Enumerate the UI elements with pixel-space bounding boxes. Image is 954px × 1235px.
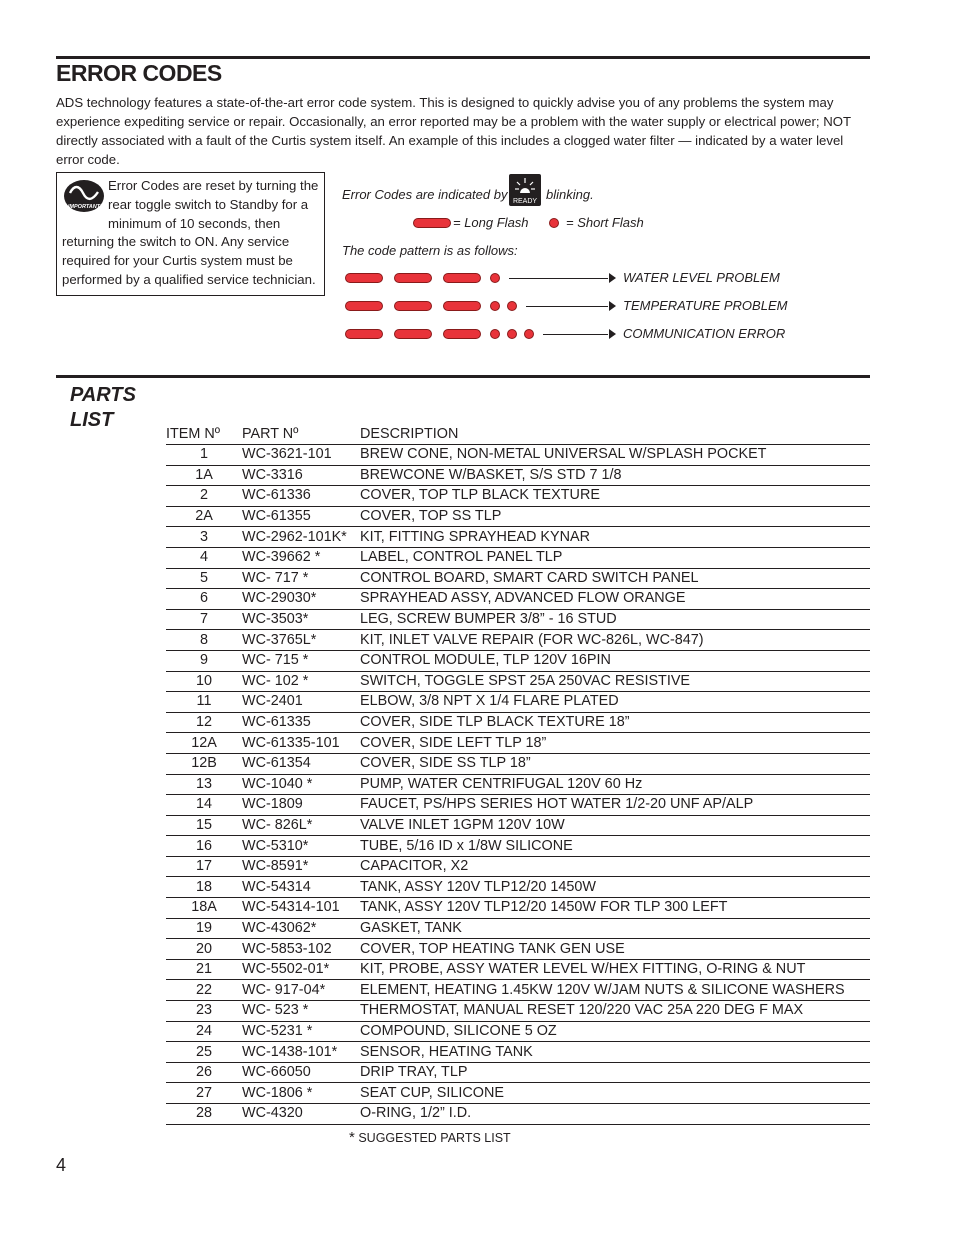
- cell-item-no: 6: [166, 589, 242, 610]
- cell-part-no: WC-2401: [242, 692, 360, 713]
- cell-description: TANK, ASSY 120V TLP12/20 1450W FOR TLP 300 LEFT: [360, 898, 870, 919]
- important-icon-label: IMPORTANT: [67, 204, 101, 210]
- cell-description: DRIP TRAY, TLP: [360, 1062, 870, 1083]
- cell-part-no: WC-61354: [242, 753, 360, 774]
- cell-part-no: WC- 917-04*: [242, 980, 360, 1001]
- error-code-label: TEMPERATURE PROBLEM: [623, 298, 788, 313]
- cell-part-no: WC-1040 *: [242, 774, 360, 795]
- long-flash-mark: [394, 273, 432, 283]
- cell-description: COVER, TOP SS TLP: [360, 506, 870, 527]
- parts-title-line2: LIST: [70, 409, 114, 431]
- table-row: [166, 1062, 870, 1083]
- cell-description: TUBE, 5/16 ID x 1/8W SILICONE: [360, 836, 870, 857]
- cell-item-no: 13: [166, 774, 242, 795]
- cell-part-no: WC-61355: [242, 506, 360, 527]
- cell-description: COVER, TOP TLP BLACK TEXTURE: [360, 486, 870, 507]
- legend-short-flash: [549, 218, 559, 228]
- cell-item-no: 1A: [166, 465, 242, 486]
- cell-description: COMPOUND, SILICONE 5 OZ: [360, 1021, 870, 1042]
- cell-description: SWITCH, TOGGLE SPST 25A 250VAC RESISTIVE: [360, 671, 870, 692]
- cell-item-no: 7: [166, 609, 242, 630]
- error-code-label: WATER LEVEL PROBLEM: [623, 270, 780, 285]
- cell-item-no: 1: [166, 445, 242, 466]
- parts-rule: [56, 375, 870, 378]
- cell-part-no: WC-3503*: [242, 609, 360, 630]
- table-row: [166, 918, 870, 939]
- table-row: [166, 836, 870, 857]
- cell-part-no: WC-1438-101*: [242, 1042, 360, 1063]
- cell-description: BREW CONE, NON-METAL UNIVERSAL W/SPLASH POCKET: [360, 445, 870, 466]
- table-row: [166, 527, 870, 548]
- parts-table-header: [166, 423, 870, 445]
- cell-part-no: WC-2962-101K*: [242, 527, 360, 548]
- cell-part-no: WC-4320: [242, 1104, 360, 1125]
- cell-item-no: 24: [166, 1021, 242, 1042]
- table-row: [166, 1104, 870, 1125]
- long-flash-mark: [443, 273, 481, 283]
- cell-item-no: 19: [166, 918, 242, 939]
- table-row: [166, 959, 870, 980]
- cell-item-no: 22: [166, 980, 242, 1001]
- cell-description: COVER, TOP HEATING TANK GEN USE: [360, 939, 870, 960]
- cell-part-no: WC- 102 *: [242, 671, 360, 692]
- legend-short-flash-label: = Short Flash: [566, 215, 644, 230]
- cell-part-no: WC-61336: [242, 486, 360, 507]
- arrow-line: [543, 334, 608, 335]
- table-row: [166, 630, 870, 651]
- long-flash-mark: [443, 329, 481, 339]
- cell-description: COVER, SIDE TLP BLACK TEXTURE 18”: [360, 712, 870, 733]
- short-flash-mark: [524, 329, 534, 339]
- cell-item-no: 20: [166, 939, 242, 960]
- table-row: [166, 712, 870, 733]
- cell-item-no: 15: [166, 815, 242, 836]
- table-row: [166, 795, 870, 816]
- table-row: [166, 671, 870, 692]
- cell-description: GASKET, TANK: [360, 918, 870, 939]
- cell-description: LEG, SCREW BUMPER 3/8” - 16 STUD: [360, 609, 870, 630]
- cell-item-no: 4: [166, 547, 242, 568]
- cell-item-no: 18A: [166, 898, 242, 919]
- cell-description: PUMP, WATER CENTRIFUGAL 120V 60 Hz: [360, 774, 870, 795]
- section-title-error-codes: ERROR CODES: [56, 60, 222, 86]
- section-title-parts-list: [70, 383, 136, 433]
- table-row: [166, 589, 870, 610]
- table-row: [166, 939, 870, 960]
- cell-item-no: 12A: [166, 733, 242, 754]
- code-pattern-intro: The code pattern is as follows:: [342, 243, 518, 258]
- cell-item-no: 14: [166, 795, 242, 816]
- legend-long-flash-label: = Long Flash: [453, 215, 529, 230]
- table-row: [166, 980, 870, 1001]
- cell-part-no: WC-29030*: [242, 589, 360, 610]
- cell-description: CAPACITOR, X2: [360, 856, 870, 877]
- cell-description: O-RING, 1/2” I.D.: [360, 1104, 870, 1125]
- cell-part-no: WC-61335-101: [242, 733, 360, 754]
- short-flash-mark: [490, 301, 500, 311]
- parts-table: [166, 423, 870, 1125]
- cell-item-no: 23: [166, 1001, 242, 1022]
- cell-part-no: WC-39662 *: [242, 547, 360, 568]
- arrow-head-icon: [609, 301, 616, 311]
- cell-part-no: WC-3316: [242, 465, 360, 486]
- footnote-star: *: [349, 1129, 355, 1146]
- cell-item-no: 12B: [166, 753, 242, 774]
- page-number: 4: [56, 1155, 67, 1175]
- table-row: [166, 753, 870, 774]
- cell-part-no: WC-61335: [242, 712, 360, 733]
- cell-part-no: WC-5853-102: [242, 939, 360, 960]
- cell-part-no: WC-1806 *: [242, 1083, 360, 1104]
- long-flash-mark: [394, 301, 432, 311]
- cell-item-no: 16: [166, 836, 242, 857]
- cell-item-no: 18: [166, 877, 242, 898]
- table-row: [166, 568, 870, 589]
- cell-description: KIT, PROBE, ASSY WATER LEVEL W/HEX FITTING, O-RING & NUT: [360, 959, 870, 980]
- cell-item-no: 21: [166, 959, 242, 980]
- cell-part-no: WC-5502-01*: [242, 959, 360, 980]
- cell-description: BREWCONE W/BASKET, S/S STD 7 1/8: [360, 465, 870, 486]
- arrow-head-icon: [609, 273, 616, 283]
- long-flash-mark: [345, 273, 383, 283]
- table-row: [166, 445, 870, 466]
- cell-item-no: 17: [166, 856, 242, 877]
- cell-description: LABEL, CONTROL PANEL TLP: [360, 547, 870, 568]
- ready-button-icon: [509, 174, 541, 206]
- cell-part-no: WC-43062*: [242, 918, 360, 939]
- cell-description: ELBOW, 3/8 NPT X 1/4 FLARE PLATED: [360, 692, 870, 713]
- table-row: [166, 1001, 870, 1022]
- cell-description: FAUCET, PS/HPS SERIES HOT WATER 1/2-20 UNF AP/ALP: [360, 795, 870, 816]
- cell-item-no: 8: [166, 630, 242, 651]
- cell-item-no: 2A: [166, 506, 242, 527]
- cell-item-no: 10: [166, 671, 242, 692]
- cell-item-no: 3: [166, 527, 242, 548]
- cell-description: KIT, FITTING SPRAYHEAD KYNAR: [360, 527, 870, 548]
- long-flash-mark: [394, 329, 432, 339]
- cell-part-no: WC-3621-101: [242, 445, 360, 466]
- cell-item-no: 27: [166, 1083, 242, 1104]
- cell-description: SPRAYHEAD ASSY, ADVANCED FLOW ORANGE: [360, 589, 870, 610]
- cell-description: VALVE INLET 1GPM 120V 10W: [360, 815, 870, 836]
- indicated-by-text: Error Codes are indicated by: [342, 187, 508, 202]
- ready-label: READY: [512, 198, 538, 205]
- ready-light-icon: [509, 174, 541, 206]
- arrow-line: [526, 306, 608, 307]
- table-row: [166, 877, 870, 898]
- table-row: [166, 898, 870, 919]
- cell-item-no: 2: [166, 486, 242, 507]
- table-row: [166, 609, 870, 630]
- cell-part-no: WC-54314-101: [242, 898, 360, 919]
- cell-description: COVER, SIDE LEFT TLP 18”: [360, 733, 870, 754]
- cell-part-no: WC-54314: [242, 877, 360, 898]
- table-row: [166, 465, 870, 486]
- table-row: [166, 1021, 870, 1042]
- error-codes-intro: ADS technology features a state-of-the-art error code system. This is designed to quickly advise you of any problems the system may experience expediting service or repair. Occasionally, an error reported may be a problem with the water supply or electrical power; NOT directly associated with a fault of the Curtis system itself. An example of this includes a clogged water filter — indicated by a water level error code.: [56, 95, 851, 167]
- cell-part-no: WC- 717 *: [242, 568, 360, 589]
- short-flash-mark: [507, 329, 517, 339]
- cell-item-no: 5: [166, 568, 242, 589]
- table-row: [166, 1042, 870, 1063]
- footnote-text: SUGGESTED PARTS LIST: [358, 1131, 511, 1145]
- cell-part-no: WC-1809: [242, 795, 360, 816]
- legend-long-flash: [413, 218, 451, 228]
- cell-description: THERMOSTAT, MANUAL RESET 120/220 VAC 25A 220 DEG F MAX: [360, 1001, 870, 1022]
- table-row: [166, 733, 870, 754]
- cell-item-no: 28: [166, 1104, 242, 1125]
- long-flash-mark: [345, 301, 383, 311]
- table-row: [166, 856, 870, 877]
- cell-part-no: WC-66050: [242, 1062, 360, 1083]
- cell-item-no: 25: [166, 1042, 242, 1063]
- short-flash-mark: [490, 273, 500, 283]
- cell-description: ELEMENT, HEATING 1.45KW 120V W/JAM NUTS & SILICONE WASHERS: [360, 980, 870, 1001]
- long-flash-mark: [345, 329, 383, 339]
- parts-title-line1: PARTS: [70, 384, 136, 406]
- cell-item-no: 12: [166, 712, 242, 733]
- notice-text: Error Codes are reset by turning the rear toggle switch to Standby for a minimum of 10 seconds, then returning the switch to ON. Any service required for your Curtis system must be performed by a qualified service technician.: [62, 178, 319, 287]
- cell-part-no: WC-5231 *: [242, 1021, 360, 1042]
- table-row: [166, 650, 870, 671]
- blinking-text: blinking.: [546, 187, 594, 202]
- arrow-head-icon: [609, 329, 616, 339]
- cell-part-no: WC- 826L*: [242, 815, 360, 836]
- cell-description: CONTROL MODULE, TLP 120V 16PIN: [360, 650, 870, 671]
- cell-part-no: WC- 523 *: [242, 1001, 360, 1022]
- long-flash-mark: [443, 301, 481, 311]
- cell-part-no: WC-5310*: [242, 836, 360, 857]
- parts-table-body: [166, 445, 870, 1125]
- table-row: [166, 815, 870, 836]
- cell-description: TANK, ASSY 120V TLP12/20 1450W: [360, 877, 870, 898]
- cell-description: COVER, SIDE SS TLP 18”: [360, 753, 870, 774]
- table-row: [166, 486, 870, 507]
- cell-description: SEAT CUP, SILICONE: [360, 1083, 870, 1104]
- cell-description: CONTROL BOARD, SMART CARD SWITCH PANEL: [360, 568, 870, 589]
- table-row: [166, 1083, 870, 1104]
- short-flash-mark: [490, 329, 500, 339]
- table-row: [166, 547, 870, 568]
- table-row: [166, 506, 870, 527]
- arrow-line: [509, 278, 608, 279]
- header-item-no: ITEM Nº: [166, 423, 242, 445]
- header-description: DESCRIPTION: [360, 423, 870, 445]
- cell-item-no: 26: [166, 1062, 242, 1083]
- table-row: [166, 774, 870, 795]
- cell-item-no: 11: [166, 692, 242, 713]
- cell-part-no: WC-3765L*: [242, 630, 360, 651]
- cell-part-no: WC- 715 *: [242, 650, 360, 671]
- top-rule: [56, 56, 870, 59]
- cell-item-no: 9: [166, 650, 242, 671]
- important-notice: [56, 172, 325, 296]
- footnote: [349, 1129, 511, 1146]
- table-row: [166, 692, 870, 713]
- error-code-label: COMMUNICATION ERROR: [623, 326, 786, 341]
- cell-part-no: WC-8591*: [242, 856, 360, 877]
- cell-description: SENSOR, HEATING TANK: [360, 1042, 870, 1063]
- header-part-no: PART Nº: [242, 423, 360, 445]
- short-flash-mark: [507, 301, 517, 311]
- cell-description: KIT, INLET VALVE REPAIR (FOR WC-826L, WC-847): [360, 630, 870, 651]
